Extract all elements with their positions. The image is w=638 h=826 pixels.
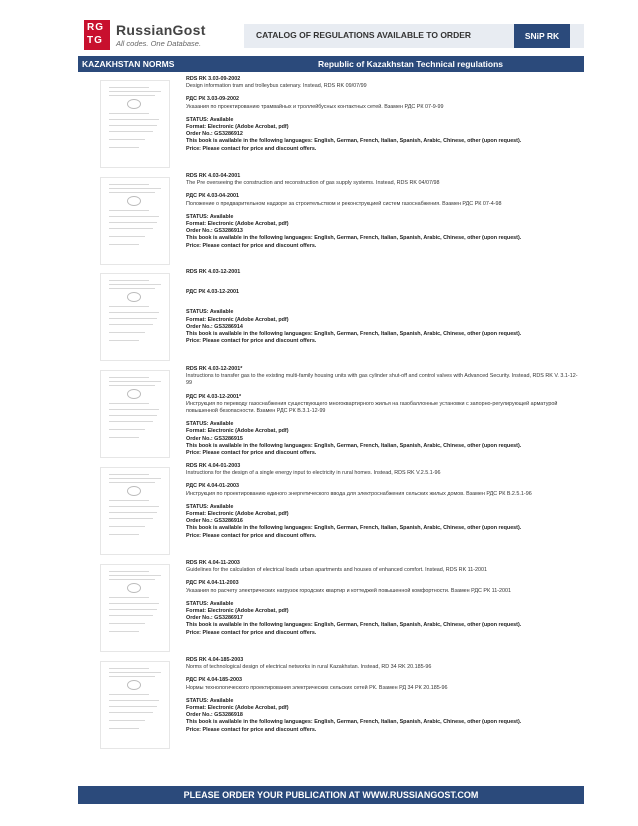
thumbnail-text-line (109, 575, 161, 576)
thumbnail-text-line (109, 131, 153, 132)
thumbnail-text-line (109, 228, 153, 229)
thumbnail-text-line (109, 603, 159, 604)
entry-languages: This book is available in the following languages: English, German, French, Italian, Spanish, Arabic, Chinese, other (upon request). (186, 442, 522, 449)
entry-status: STATUS: Available (186, 600, 234, 607)
thumbnail-text-line (109, 288, 155, 289)
thumbnail-text-line (109, 403, 149, 404)
thumbnail-text-line (109, 306, 149, 307)
entry-code-en[interactable]: RDS RK 4.03-12-2001 (186, 269, 241, 275)
section-bar (78, 56, 584, 72)
entry-description-ru: Указания по проектированию трамвайных и троллейбусных контактных сетей. Взамен РДС РК 07-9-99 (186, 103, 444, 110)
thumbnail-text-line (109, 324, 153, 325)
entry-info (186, 366, 582, 457)
thumbnail-text-line (109, 87, 149, 88)
entry-description-en: Instructions to transfer gas to the existing multi-family housing units with gas cylinder shut-off and control valves with Advanced Security. Instead, RDS RK V. 3.1-12-99 (186, 373, 578, 387)
list-item (78, 267, 584, 363)
entry-format: Format: Electronic (Adobe Acrobat, pdf) (186, 608, 289, 615)
catalog-header-bar (244, 24, 584, 48)
thumbnail-text-line (109, 631, 139, 632)
thumbnail-text-line (109, 615, 153, 616)
list-item (78, 171, 584, 267)
entry-code-ru: РДС РК 4.04-01-2003 (186, 483, 239, 490)
emblem-icon (127, 389, 141, 399)
entry-format: Format: Electronic (Adobe Acrobat, pdf) (186, 511, 289, 518)
thumbnail-text-line (109, 312, 159, 313)
emblem-icon (127, 583, 141, 593)
thumbnail-text-line (109, 429, 145, 430)
entry-format: Format: Electronic (Adobe Acrobat, pdf) (186, 705, 289, 712)
entry-description-ru: Нормы технологического проектирования электрических сельских сетей РК. Взамен РД 34 РК 20.185-96 (186, 684, 448, 691)
entry-status: STATUS: Available (186, 309, 234, 316)
document-cover-thumbnail[interactable] (100, 564, 170, 652)
thumbnail-text-line (109, 672, 161, 673)
thumbnail-text-line (109, 706, 157, 707)
entry-description-ru: Инструкция по переводу газоснабжения существующего многоквартирного жилья на газобаллонные установки с запорно-регулирующей арматурой повышенной безопасности. Взамен РДС РК В.3.1-12-99 (186, 400, 558, 415)
document-cover-thumbnail[interactable] (100, 177, 170, 265)
entry-status: STATUS: Available (186, 421, 234, 428)
entry-languages: This book is available in the following languages: English, German, French, Italian, Spanish, Arabic, Chinese, other (upon request). (186, 235, 522, 242)
entry-code-en[interactable]: RDS RK 4.03-04-2001 (186, 173, 241, 179)
document-cover-thumbnail[interactable] (100, 370, 170, 458)
entry-code-en[interactable]: RDS RK 4.04-11-2003 (186, 560, 240, 566)
thumbnail-text-line (109, 512, 157, 513)
thumbnail-text-line (109, 409, 159, 410)
entry-price: Price: Please contact for price and discount offers. (186, 450, 317, 457)
thumbnail-text-line (109, 534, 139, 535)
logo-name: RussianGost (116, 22, 206, 38)
thumbnail-text-line (109, 125, 157, 126)
thumbnail-text-line (109, 506, 159, 507)
section-subtitle: Republic of Kazakhstan Technical regulations (318, 59, 503, 69)
thumbnail-text-line (109, 579, 155, 580)
thumbnail-text-line (109, 712, 153, 713)
thumbnail-text-line (109, 95, 155, 96)
entry-languages: This book is available in the following languages: English, German, French, Italian, Spanish, Arabic, Chinese, other (upon request). (186, 525, 522, 532)
page-header (78, 18, 584, 52)
thumbnail-text-line (109, 720, 145, 721)
emblem-icon (127, 99, 141, 109)
entry-order-number: Order No.: GS3286917 (186, 615, 243, 622)
thumbnail-text-line (109, 192, 155, 193)
entry-format: Format: Electronic (Adobe Acrobat, pdf) (186, 221, 289, 228)
thumbnail-text-line (109, 377, 149, 378)
thumbnail-text-line (109, 700, 159, 701)
thumbnail-text-line (109, 728, 139, 729)
entry-code-ru: РДС РК 4.04-11-2003 (186, 580, 239, 587)
entry-code-ru: РДС РК 4.03-12-2001 (186, 289, 239, 296)
entry-code-ru: РДС РК 4.03-12-2001* (186, 393, 242, 400)
entry-format: Format: Electronic (Adobe Acrobat, pdf) (186, 316, 289, 323)
entry-format: Format: Electronic (Adobe Acrobat, pdf) (186, 124, 289, 131)
logo-mark-top: RG (87, 22, 104, 33)
thumbnail-text-line (109, 222, 157, 223)
entry-info (186, 76, 582, 153)
entry-description-ru: Инструкция по проектированию единого энергетического ввода для электроснабжения сельских жилых домов. Взамен РДС РК В.2.5.1-96 (186, 490, 532, 497)
entry-description-en: Guidelines for the calculation of electrical loads urban apartments and houses of enhanced comfort. Instead, RDS RK 11-2001 (186, 567, 488, 574)
thumbnail-text-line (109, 381, 161, 382)
entry-price: Price: Please contact for price and discount offers. (186, 726, 317, 733)
entry-status: STATUS: Available (186, 213, 234, 220)
thumbnail-text-line (109, 518, 153, 519)
thumbnail-text-line (109, 119, 159, 120)
entry-info (186, 173, 582, 250)
thumbnail-text-line (109, 284, 161, 285)
entry-description-en: The Pre overseeing the construction and reconstruction of gas supply systems. Instead, RDS RK 04/07/98 (186, 180, 440, 187)
document-cover-thumbnail[interactable] (100, 80, 170, 168)
entry-order-number: Order No.: GS3286918 (186, 712, 243, 719)
entry-description-en (186, 276, 582, 283)
thumbnail-text-line (109, 340, 139, 341)
entry-order-number: Order No.: GS3286915 (186, 435, 243, 442)
thumbnail-text-line (109, 694, 149, 695)
thumbnail-text-line (109, 623, 145, 624)
thumbnail-text-line (109, 676, 155, 677)
list-item (78, 558, 584, 654)
list-item (78, 461, 584, 557)
entry-code-en[interactable]: RDS RK 3.03-09-2002 (186, 76, 241, 82)
entry-status: STATUS: Available (186, 116, 234, 123)
entry-price: Price: Please contact for price and discount offers. (186, 242, 317, 249)
entry-order-number: Order No.: GS3286916 (186, 518, 243, 525)
thumbnail-text-line (109, 216, 159, 217)
document-cover-thumbnail[interactable] (100, 661, 170, 749)
emblem-icon (127, 196, 141, 206)
category-badge: SNiP RK (514, 24, 570, 48)
thumbnail-text-line (109, 597, 149, 598)
document-cover-thumbnail[interactable] (100, 467, 170, 555)
thumbnail-text-line (109, 421, 153, 422)
thumbnail-text-line (109, 526, 145, 527)
logo-mark-icon (84, 20, 110, 50)
thumbnail-text-line (109, 437, 139, 438)
russiangost-logo[interactable] (84, 20, 254, 50)
entry-price: Price: Please contact for price and discount offers. (186, 338, 317, 345)
entry-description-en: Design information tram and trolleybus catenary. Instead, RDS RK 09/07/99 (186, 83, 367, 90)
thumbnail-text-line (109, 332, 145, 333)
thumbnail-text-line (109, 571, 149, 572)
entry-description-ru (186, 296, 582, 303)
section-title: KAZAKHSTAN NORMS (82, 59, 175, 69)
entry-order-number: Order No.: GS3286913 (186, 228, 243, 235)
entry-code-ru: РДС РК 4.04-185-2003 (186, 677, 242, 684)
entry-code-ru: РДС РК 3.03-09-2002 (186, 96, 239, 103)
emblem-icon (127, 292, 141, 302)
thumbnail-text-line (109, 318, 157, 319)
thumbnail-text-line (109, 113, 149, 114)
thumbnail-text-line (109, 244, 139, 245)
entry-languages: This book is available in the following languages: English, German, French, Italian, Spanish, Arabic, Chinese, other (upon request). (186, 138, 522, 145)
document-cover-thumbnail[interactable] (100, 273, 170, 361)
thumbnail-text-line (109, 474, 149, 475)
entry-languages: This book is available in the following languages: English, German, French, Italian, Spanish, Arabic, Chinese, other (upon request). (186, 719, 522, 726)
thumbnail-text-line (109, 500, 149, 501)
entry-languages: This book is available in the following languages: English, German, French, Italian, Spanish, Arabic, Chinese, other (upon request). (186, 331, 522, 338)
thumbnail-text-line (109, 609, 157, 610)
entry-description-ru: Положение о предварительном надзоре за строительством и реконструкцией систем газоснабжения. Взамен РДС РК 07-4-98 (186, 200, 502, 207)
list-item (78, 364, 584, 460)
thumbnail-text-line (109, 415, 157, 416)
entry-description-en: Norms of technological design of electrical networks in rural Kazakhstan. Instead, RD 34 RK 20.185-96 (186, 664, 432, 671)
thumbnail-text-line (109, 91, 161, 92)
thumbnail-text-line (109, 482, 155, 483)
entry-info (186, 560, 582, 637)
thumbnail-text-line (109, 668, 149, 669)
emblem-icon (127, 680, 141, 690)
thumbnail-text-line (109, 188, 161, 189)
entry-info (186, 463, 582, 540)
entry-code-en[interactable]: RDS RK 4.03-12-2001* (186, 366, 243, 372)
entry-languages: This book is available in the following languages: English, German, French, Italian, Spanish, Arabic, Chinese, other (upon request). (186, 622, 522, 629)
entry-status: STATUS: Available (186, 697, 234, 704)
entry-price: Price: Please contact for price and discount offers. (186, 145, 317, 152)
logo-mark-bottom: TG (87, 35, 103, 46)
entry-order-number: Order No.: GS3286914 (186, 323, 243, 330)
entry-code-en[interactable]: RDS RK 4.04-01-2003 (186, 463, 241, 469)
entry-info (186, 269, 582, 345)
list-item (78, 655, 584, 751)
thumbnail-text-line (109, 210, 149, 211)
thumbnail-text-line (109, 139, 145, 140)
thumbnail-text-line (109, 236, 145, 237)
entry-status: STATUS: Available (186, 503, 234, 510)
entry-price: Price: Please contact for price and discount offers. (186, 532, 317, 539)
entry-code-en[interactable]: RDS RK 4.04-185-2003 (186, 657, 244, 663)
entry-description-ru: Указания по расчету электрических нагрузок городских квартир и коттеджей повышенной комфортности. Взамен РДС РК 11-2001 (186, 587, 512, 594)
thumbnail-text-line (109, 280, 149, 281)
entry-format: Format: Electronic (Adobe Acrobat, pdf) (186, 428, 289, 435)
catalog-title: CATALOG OF REGULATIONS AVAILABLE TO ORDER (256, 30, 472, 40)
list-item (78, 74, 584, 170)
thumbnail-text-line (109, 385, 155, 386)
thumbnail-text-line (109, 147, 139, 148)
thumbnail-text-line (109, 478, 161, 479)
thumbnail-text-line (109, 184, 149, 185)
order-footer-banner[interactable]: PLEASE ORDER YOUR PUBLICATION AT WWW.RUSSIANGOST.COM (78, 786, 584, 804)
entry-code-ru: РДС РК 4.03-04-2001 (186, 193, 239, 200)
entry-order-number: Order No.: GS3286912 (186, 131, 243, 138)
logo-tagline: All codes. One Database. (116, 39, 202, 48)
emblem-icon (127, 486, 141, 496)
entry-price: Price: Please contact for price and discount offers. (186, 629, 317, 636)
entry-description-en: Instructions for the design of a single energy input to electricity in rural homes. Instead, RDS RK V.2.5.1-96 (186, 470, 441, 477)
entry-info (186, 657, 582, 734)
